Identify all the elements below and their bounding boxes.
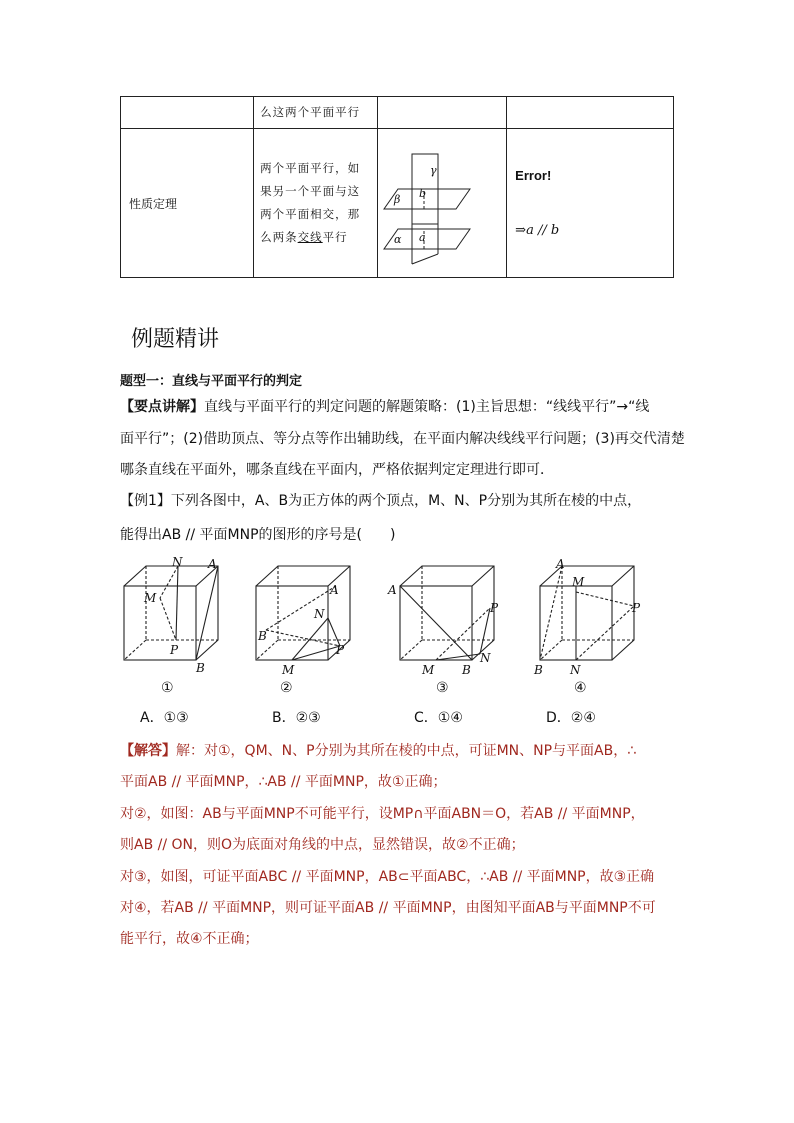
answer-line [120,740,636,760]
gamma-edge [412,254,438,264]
answer-text: 解：对①，QM、N、P分别为其所在棱的中点，可证MN、NP与平面AB，∴ [176,743,637,759]
option-d[interactable]: D．②④ [546,710,596,726]
fig4-label-p: P [632,601,641,615]
cell-text: 么这两个平面平行 [260,105,361,119]
example-line: 【例1】下列各图中，A、B为正方体的两个顶点，M、N、P分别为其所在棱的中点， [120,493,642,509]
answer-label: 【解答】 [120,743,176,759]
key-points-text: 直线与平面平行的判定问题的解题策略：(1)主旨思想：“线线平行”→“线 [204,399,650,415]
desc-line: 么两条交线平行 [260,230,348,244]
table-cell [378,97,507,129]
option-a[interactable]: A．①③ [140,710,189,726]
cube-figures [110,556,670,696]
fig4-label-b: B [534,663,543,677]
fig1-label-b: B [196,661,205,675]
answer-line: 对③，如图，可证平面ABC // 平面MNP，AB⊂平面ABC，∴AB // 平面MNP，故③正确 [120,869,655,885]
answer-line: 能平行，故④不正确； [120,931,259,947]
answer-line: 则AB // ON，则O为底面对角线的中点，显然错误，故②不正确； [120,837,525,853]
fig4-label-m: M [572,575,585,589]
key-points-line: 面平行”；(2)借助顶点、等分点等作出辅助线，在平面内解决线线平行问题；(3)再交代清楚 [120,431,685,447]
option-b[interactable]: B．②③ [272,710,321,726]
parallel-planes-figure [378,129,506,274]
theorem-name [121,129,254,278]
underlined-word: 交线 [297,230,323,244]
theorem-name-text: 性质定理 [129,196,178,211]
fig4-label-a: A [556,557,565,571]
property-table [120,96,674,278]
implies-text: ⇒a // b [515,223,560,238]
example-line: 能得出AB // 平面MNP的图形的序号是( ) [120,527,396,543]
label-a: a [419,231,426,244]
fig2-label-n: N [314,607,325,621]
fig1-label-a: A [208,557,217,571]
fig1-label-p: P [170,643,179,657]
fig2-label-m: M [282,663,295,677]
key-points-line [120,396,649,416]
fig3-label-p: P [490,601,499,615]
key-points-label: 【要点讲解】 [120,399,204,415]
table-row [121,97,674,129]
fig4-label-n: N [570,663,581,677]
desc-line: 两个平面平行，如 [260,161,361,175]
type-title: 题型一：直线与平面平行的判定 [120,374,303,389]
section-title: 例题精讲 [131,327,220,352]
table-cell [121,97,254,129]
fig1-label-n: N [172,556,183,569]
answer-line: 平面AB // 平面MNP，∴AB // 平面MNP，故①正确； [120,774,447,790]
fig3-label-m: M [422,663,435,677]
table-cell [507,97,674,129]
fig2-label-a: A [330,583,339,597]
cube-figure-3 [400,566,494,660]
option-c[interactable]: C．①④ [414,710,463,726]
answer-line: 对④，若AB // 平面MNP，则可证平面AB // 平面MNP，由图知平面AB与平面MNP不可 [120,900,656,916]
figure-caption: ② [280,680,293,696]
theorem-description [254,129,378,278]
desc-line: 果另一个平面与这 [260,184,361,198]
label-b: b [419,187,427,200]
theorem-figure [378,129,507,278]
fig3-label-a: A [388,583,397,597]
fig1-label-m: M [144,591,157,605]
fig3-label-b: B [462,663,471,677]
figure-caption: ③ [436,680,449,696]
desc-line: 两个平面相交，那 [260,207,361,221]
label-alpha: α [394,233,402,246]
label-gamma: γ [430,164,437,177]
figure-caption: ④ [574,680,587,696]
error-text: Error! [515,168,552,183]
fig2-label-b: B [258,629,267,643]
fig3-label-n: N [480,651,491,665]
answer-line: 对②，如图：AB与平面MNP不可能平行，设MP∩平面ABN＝O，若AB // 平面MNP， [120,806,645,822]
figure-caption: ① [161,680,174,696]
fig2-label-p: P [336,643,345,657]
key-points-line: 哪条直线在平面外，哪条直线在平面内，严格依据判定定理进行即可． [120,462,554,478]
table-row [121,129,674,278]
table-cell [254,97,378,129]
theorem-formula [507,129,674,278]
cube-figure-4 [540,566,634,660]
label-beta: β [394,193,401,206]
